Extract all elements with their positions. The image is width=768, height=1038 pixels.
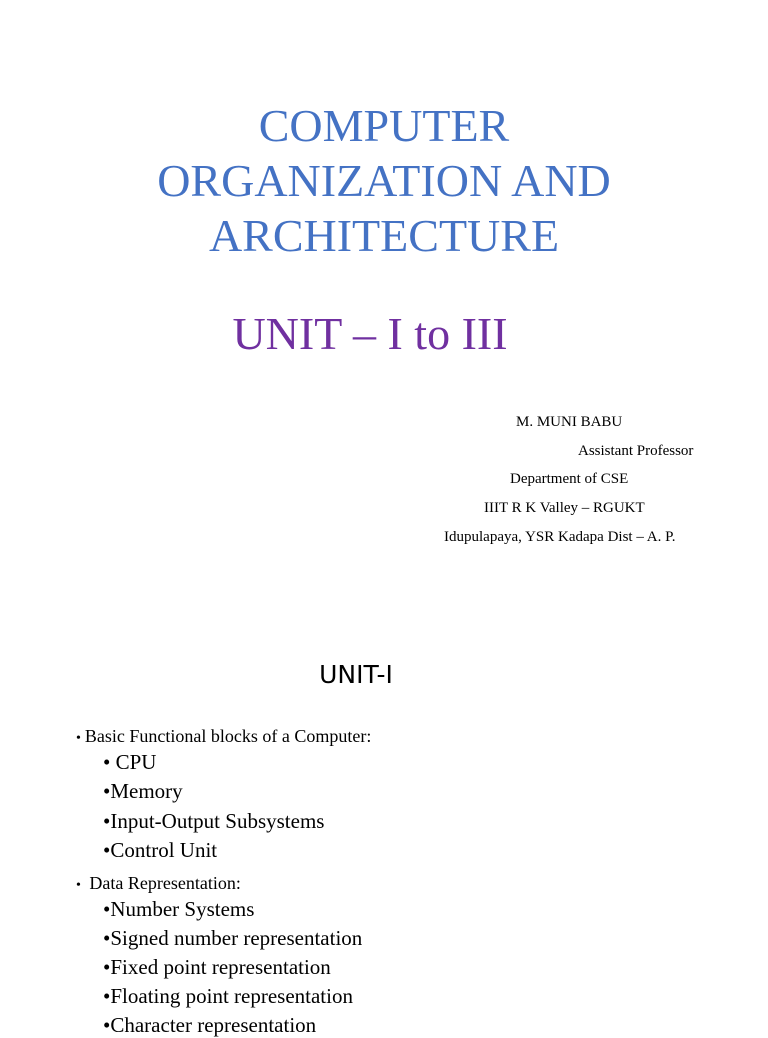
section-heading-data-representation	[76, 872, 241, 897]
author-institute: IIIT R K Valley – RGUKT	[484, 500, 645, 516]
author-address: Idupulapaya, YSR Kadapa Dist – A. P.	[444, 529, 676, 545]
author-name: M. MUNI BABU	[516, 414, 623, 430]
bullet-icon: •	[103, 897, 111, 921]
section-label: Basic Functional blocks of a Computer:	[84, 726, 372, 746]
bullet-icon: •	[103, 926, 111, 950]
title-line-1: COMPUTER	[258, 100, 510, 151]
slide-subtitle: UNIT – I to III	[232, 308, 508, 359]
bullet-icon: •	[103, 809, 111, 833]
unit-heading: UNIT-I	[319, 660, 393, 689]
title-line-2: ORGANIZATION AND	[157, 155, 611, 206]
list-item: •Signed number representation	[103, 926, 363, 950]
content-slide	[0, 640, 768, 1037]
bullet-icon: •	[76, 731, 81, 746]
list-item: •Character representation	[103, 1013, 317, 1037]
list-item: •Floating point representation	[103, 984, 353, 1008]
list-item: •Fixed point representation	[103, 955, 331, 979]
bullet-icon: •	[103, 779, 111, 803]
title-line-3: ARCHITECTURE	[208, 210, 560, 261]
section-label: Data Representation:	[84, 873, 241, 893]
bullet-icon: •	[76, 878, 81, 893]
list-item: •Number Systems	[103, 897, 255, 921]
author-department: Department of CSE	[510, 471, 629, 487]
bullet-icon: •	[103, 838, 111, 862]
list-item: •Control Unit	[103, 838, 218, 862]
list-item: •Input-Output Subsystems	[103, 809, 325, 833]
list-item: • CPU	[103, 750, 157, 774]
bullet-icon: •	[103, 750, 111, 774]
author-designation: Assistant Professor	[578, 443, 694, 459]
bullet-icon: •	[103, 984, 111, 1008]
list-item: •Memory	[103, 779, 183, 803]
slide-title	[0, 98, 768, 263]
bullet-icon: •	[103, 1013, 111, 1037]
bullet-icon: •	[103, 955, 111, 979]
section-heading-functional-blocks	[76, 725, 371, 750]
